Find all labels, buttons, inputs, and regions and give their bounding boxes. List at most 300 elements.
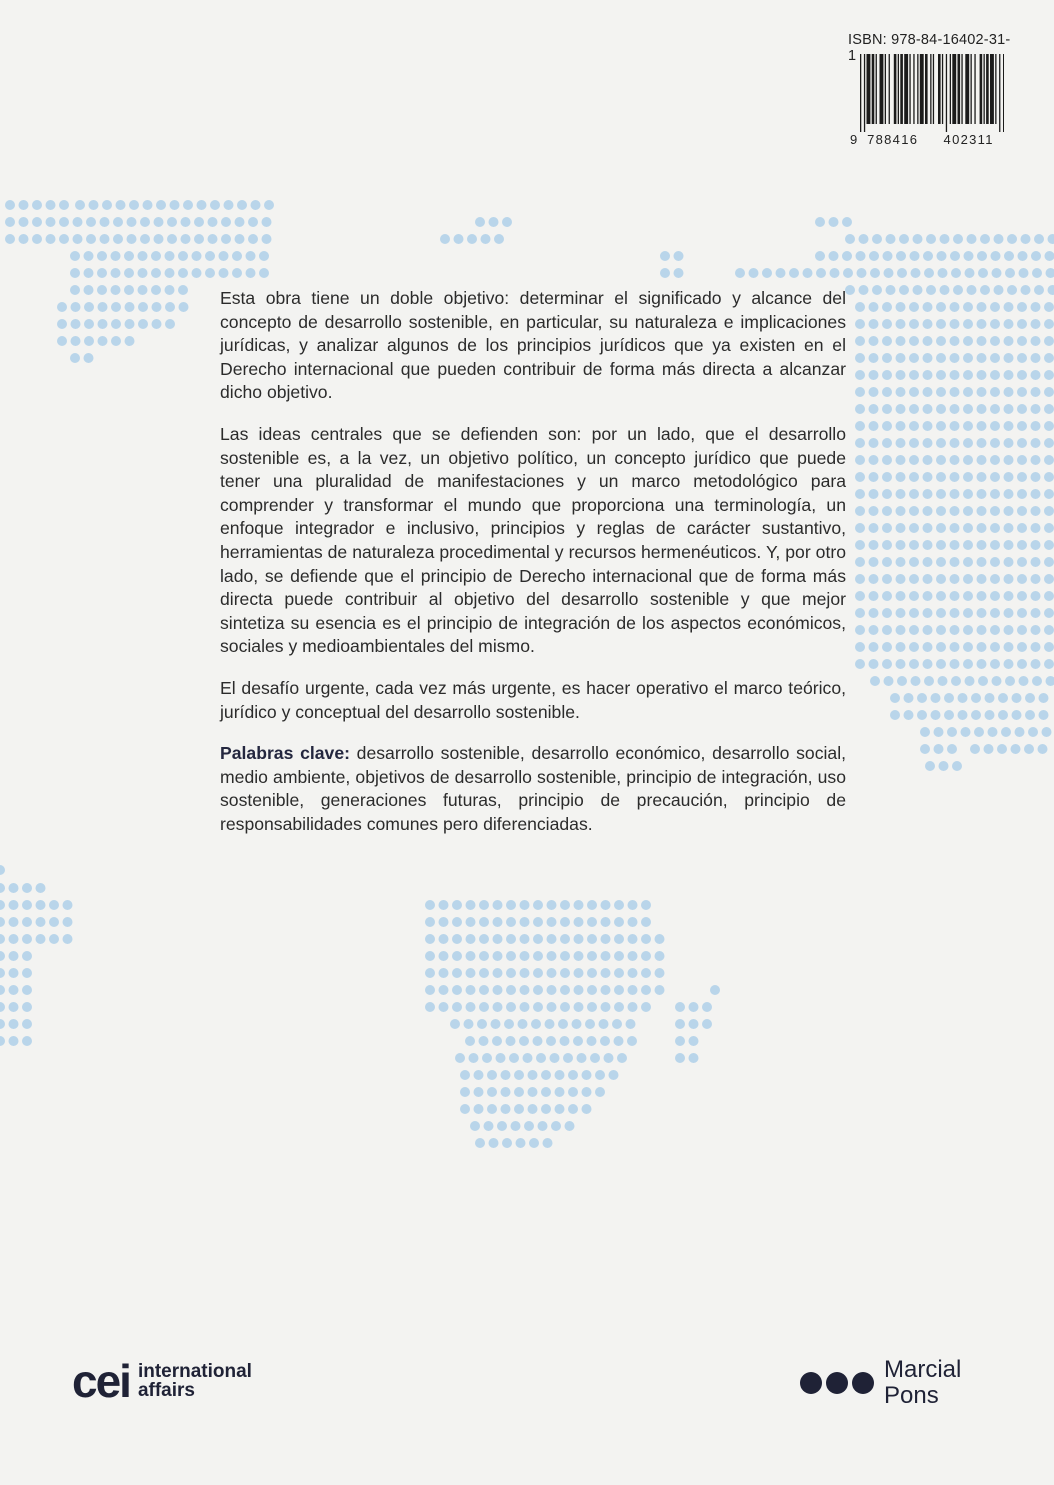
map-dot bbox=[1004, 523, 1014, 533]
map-dot bbox=[896, 302, 906, 312]
map-dot bbox=[46, 234, 56, 244]
map-dot bbox=[939, 761, 949, 771]
map-dot bbox=[154, 217, 164, 227]
map-dot bbox=[977, 319, 987, 329]
map-dot bbox=[896, 336, 906, 346]
map-dot bbox=[909, 302, 919, 312]
map-dot bbox=[262, 217, 272, 227]
map-dot bbox=[990, 540, 1000, 550]
map-dot bbox=[533, 934, 543, 944]
map-dot bbox=[1025, 710, 1035, 720]
map-dot bbox=[923, 404, 933, 414]
map-dot bbox=[882, 404, 892, 414]
map-dot bbox=[1031, 302, 1041, 312]
isbn-label: ISBN: 978-84-16402-31-1 bbox=[848, 32, 1011, 64]
map-dot bbox=[950, 319, 960, 329]
map-dot bbox=[845, 234, 855, 244]
map-dot bbox=[909, 336, 919, 346]
map-dot bbox=[452, 934, 462, 944]
map-dot bbox=[1044, 302, 1054, 312]
mp-dot-icon bbox=[826, 1372, 848, 1394]
map-dot bbox=[896, 659, 906, 669]
map-dot bbox=[1001, 727, 1011, 737]
map-dot bbox=[977, 472, 987, 482]
map-dot bbox=[869, 336, 879, 346]
map-dot bbox=[936, 353, 946, 363]
map-dot bbox=[601, 1002, 611, 1012]
map-dot bbox=[985, 710, 995, 720]
map-dot bbox=[886, 285, 896, 295]
map-dot bbox=[977, 659, 987, 669]
map-dot bbox=[601, 917, 611, 927]
map-dot bbox=[546, 1036, 556, 1046]
map-dot bbox=[855, 336, 865, 346]
map-dot bbox=[951, 268, 961, 278]
map-dot bbox=[479, 900, 489, 910]
keywords-label: Palabras clave: bbox=[220, 743, 350, 764]
map-dot bbox=[882, 574, 892, 584]
map-dot bbox=[931, 710, 941, 720]
map-dot bbox=[232, 251, 242, 261]
map-dot bbox=[1031, 506, 1041, 516]
map-dot bbox=[869, 574, 879, 584]
barcode-bar bbox=[876, 54, 877, 124]
map-dot bbox=[125, 302, 135, 312]
map-dot bbox=[545, 1019, 555, 1029]
map-dot bbox=[882, 557, 892, 567]
map-dot bbox=[909, 506, 919, 516]
map-dot bbox=[1046, 268, 1054, 278]
map-dot bbox=[73, 234, 83, 244]
map-dot bbox=[439, 985, 449, 995]
map-dot bbox=[869, 540, 879, 550]
map-dot bbox=[1048, 234, 1054, 244]
map-dot bbox=[909, 370, 919, 380]
map-dot bbox=[487, 1087, 497, 1097]
map-dot bbox=[896, 387, 906, 397]
map-dot bbox=[830, 268, 840, 278]
map-dot bbox=[896, 319, 906, 329]
barcode-bar bbox=[889, 54, 890, 124]
map-dot bbox=[614, 985, 624, 995]
map-dot bbox=[936, 387, 946, 397]
map-dot bbox=[181, 234, 191, 244]
map-dot bbox=[977, 336, 987, 346]
map-dot bbox=[479, 934, 489, 944]
map-dot bbox=[984, 744, 994, 754]
map-dot bbox=[936, 370, 946, 380]
map-dot bbox=[71, 319, 81, 329]
map-dot bbox=[628, 917, 638, 927]
map-dot bbox=[963, 387, 973, 397]
map-dot bbox=[235, 217, 245, 227]
map-dot bbox=[533, 968, 543, 978]
map-dot bbox=[36, 917, 46, 927]
map-dot bbox=[977, 302, 987, 312]
map-dot bbox=[111, 336, 121, 346]
map-dot bbox=[246, 268, 256, 278]
map-dot bbox=[855, 438, 865, 448]
map-dot bbox=[991, 251, 1001, 261]
keywords-text: desarrollo sostenible, desarrollo económico, desarrollo social, medio ambiente, objetivos de desarrollo sostenible, principio de integración, uso sostenible, generaciones futuras, principio de precaución, principio de responsabilidades comunes pero diferenciadas. bbox=[220, 743, 846, 834]
map-dot bbox=[71, 302, 81, 312]
map-dot bbox=[127, 234, 137, 244]
map-dot bbox=[5, 217, 15, 227]
map-dot bbox=[710, 985, 720, 995]
map-dot bbox=[152, 302, 162, 312]
map-dot bbox=[466, 985, 476, 995]
map-dot bbox=[259, 268, 269, 278]
map-dot bbox=[1004, 642, 1014, 652]
map-dot bbox=[1031, 574, 1041, 584]
map-dot bbox=[5, 234, 15, 244]
map-dot bbox=[425, 968, 435, 978]
map-dot bbox=[963, 506, 973, 516]
map-dot bbox=[0, 1002, 5, 1012]
map-dot bbox=[990, 455, 1000, 465]
map-dot bbox=[641, 900, 651, 910]
cei-logo-line-1: international bbox=[137, 1361, 252, 1382]
map-dot bbox=[909, 659, 919, 669]
map-dot bbox=[936, 336, 946, 346]
map-dot bbox=[1044, 489, 1054, 499]
map-dot bbox=[183, 200, 193, 210]
map-dot bbox=[1007, 285, 1017, 295]
barcode-bar bbox=[961, 54, 962, 124]
map-dot bbox=[950, 404, 960, 414]
map-dot bbox=[514, 1087, 524, 1097]
map-dot bbox=[49, 900, 59, 910]
map-dot bbox=[595, 1087, 605, 1097]
map-dot bbox=[1004, 608, 1014, 618]
map-dot bbox=[154, 234, 164, 244]
map-dot bbox=[1044, 319, 1054, 329]
map-dot bbox=[465, 1036, 475, 1046]
map-dot bbox=[1004, 506, 1014, 516]
map-dot bbox=[1031, 421, 1041, 431]
map-dot bbox=[1017, 574, 1027, 584]
map-dot bbox=[466, 1002, 476, 1012]
mp-logo-line-2: Pons bbox=[884, 1382, 939, 1409]
map-dot bbox=[934, 744, 944, 754]
map-dot bbox=[165, 285, 175, 295]
map-dot bbox=[1031, 438, 1041, 448]
map-dot bbox=[493, 968, 503, 978]
map-dot bbox=[1028, 727, 1038, 737]
map-dot bbox=[789, 268, 799, 278]
map-dot bbox=[493, 917, 503, 927]
map-dot bbox=[829, 217, 839, 227]
map-dot bbox=[492, 1036, 502, 1046]
map-dot bbox=[909, 557, 919, 567]
map-dot bbox=[181, 217, 191, 227]
map-dot bbox=[71, 336, 81, 346]
map-dot bbox=[977, 404, 987, 414]
map-dot bbox=[1044, 370, 1054, 380]
map-dot bbox=[965, 268, 975, 278]
map-dot bbox=[855, 455, 865, 465]
map-dot bbox=[0, 934, 5, 944]
map-dot bbox=[70, 285, 80, 295]
barcode-bar bbox=[980, 54, 983, 124]
map-dot bbox=[940, 285, 950, 295]
map-dot bbox=[923, 319, 933, 329]
map-dot bbox=[872, 285, 882, 295]
map-dot bbox=[855, 387, 865, 397]
map-dot bbox=[952, 761, 962, 771]
map-dot bbox=[205, 251, 215, 261]
map-dot bbox=[22, 1002, 32, 1012]
map-dot bbox=[938, 676, 948, 686]
cei-logo-mark: cei bbox=[72, 1355, 130, 1407]
map-dot bbox=[614, 951, 624, 961]
map-dot bbox=[950, 574, 960, 584]
map-dot bbox=[22, 900, 32, 910]
map-dot bbox=[590, 1053, 600, 1063]
map-dot bbox=[950, 370, 960, 380]
map-dot bbox=[628, 985, 638, 995]
map-dot bbox=[501, 1104, 511, 1114]
map-dot bbox=[528, 1087, 538, 1097]
map-dot bbox=[978, 268, 988, 278]
map-dot bbox=[1004, 421, 1014, 431]
map-dot bbox=[475, 1138, 485, 1148]
map-dot bbox=[1004, 625, 1014, 635]
map-dot bbox=[1044, 642, 1054, 652]
map-dot bbox=[0, 968, 5, 978]
map-dot bbox=[1044, 353, 1054, 363]
map-dot bbox=[73, 217, 83, 227]
map-dot bbox=[0, 1019, 5, 1029]
marcial-pons-dots-icon bbox=[800, 1372, 874, 1394]
map-dot bbox=[22, 968, 32, 978]
map-dot bbox=[735, 268, 745, 278]
map-dot bbox=[855, 421, 865, 431]
map-dot bbox=[520, 934, 530, 944]
map-dot bbox=[628, 1002, 638, 1012]
map-dot bbox=[923, 353, 933, 363]
map-dot bbox=[936, 591, 946, 601]
map-dot bbox=[547, 934, 557, 944]
map-dot bbox=[264, 200, 274, 210]
map-dot bbox=[998, 693, 1008, 703]
barcode-bar bbox=[971, 54, 972, 124]
map-dot bbox=[460, 1087, 470, 1097]
map-dot bbox=[1017, 353, 1027, 363]
map-dot bbox=[923, 625, 933, 635]
map-dot bbox=[439, 1002, 449, 1012]
map-dot bbox=[917, 693, 927, 703]
map-dot bbox=[63, 917, 73, 927]
map-dot bbox=[501, 1087, 511, 1097]
map-dot bbox=[776, 268, 786, 278]
map-dot bbox=[990, 659, 1000, 669]
map-dot bbox=[923, 370, 933, 380]
map-dot bbox=[178, 251, 188, 261]
map-dot bbox=[963, 302, 973, 312]
map-dot bbox=[543, 1138, 553, 1148]
barcode-bar bbox=[974, 54, 975, 124]
map-dot bbox=[86, 217, 96, 227]
map-dot bbox=[869, 438, 879, 448]
map-dot bbox=[237, 200, 247, 210]
map-dot bbox=[587, 1036, 597, 1046]
map-dot bbox=[489, 217, 499, 227]
map-dot bbox=[455, 1053, 465, 1063]
map-dot bbox=[897, 676, 907, 686]
map-dot bbox=[1046, 676, 1054, 686]
barcode-bar bbox=[1003, 54, 1004, 132]
map-dot bbox=[882, 540, 892, 550]
map-dot bbox=[111, 302, 121, 312]
barcode-bar bbox=[872, 54, 875, 124]
map-dot bbox=[869, 506, 879, 516]
map-dot bbox=[923, 251, 933, 261]
map-dot bbox=[493, 934, 503, 944]
map-dot bbox=[1005, 676, 1015, 686]
map-dot bbox=[913, 234, 923, 244]
map-dot bbox=[936, 625, 946, 635]
keywords-paragraph bbox=[220, 742, 846, 836]
map-dot bbox=[923, 540, 933, 550]
map-dot bbox=[129, 200, 139, 210]
map-dot bbox=[9, 934, 19, 944]
map-dot bbox=[1004, 557, 1014, 567]
map-dot bbox=[574, 968, 584, 978]
barcode-bar bbox=[864, 54, 865, 132]
map-dot bbox=[1044, 506, 1054, 516]
map-dot bbox=[520, 900, 530, 910]
map-dot bbox=[1017, 404, 1027, 414]
map-dot bbox=[977, 353, 987, 363]
map-dot bbox=[951, 676, 961, 686]
map-dot bbox=[940, 234, 950, 244]
map-dot bbox=[909, 591, 919, 601]
map-dot bbox=[156, 200, 166, 210]
map-dot bbox=[614, 900, 624, 910]
map-dot bbox=[843, 268, 853, 278]
map-dot bbox=[248, 234, 258, 244]
barcode-bar bbox=[990, 54, 994, 124]
map-dot bbox=[950, 625, 960, 635]
barcode-bar bbox=[950, 54, 951, 124]
map-dot bbox=[896, 251, 906, 261]
cei-international-affairs-logo bbox=[72, 1355, 252, 1407]
map-dot bbox=[869, 642, 879, 652]
map-dot bbox=[997, 744, 1007, 754]
map-dot bbox=[125, 319, 135, 329]
map-dot bbox=[990, 506, 1000, 516]
map-dot bbox=[1031, 251, 1041, 261]
map-dot bbox=[528, 1070, 538, 1080]
map-dot bbox=[425, 951, 435, 961]
map-dot bbox=[977, 506, 987, 516]
map-dot bbox=[551, 1121, 561, 1131]
map-dot bbox=[869, 591, 879, 601]
map-dot bbox=[22, 1036, 32, 1046]
marcial-pons-logo bbox=[800, 1357, 961, 1409]
map-dot bbox=[474, 1070, 484, 1080]
map-dot bbox=[514, 1104, 524, 1114]
map-dot bbox=[909, 438, 919, 448]
map-dot bbox=[938, 268, 948, 278]
map-dot bbox=[923, 489, 933, 499]
map-dot bbox=[502, 1138, 512, 1148]
map-dot bbox=[140, 217, 150, 227]
map-dot bbox=[1044, 625, 1054, 635]
map-dot bbox=[235, 234, 245, 244]
map-dot bbox=[560, 1036, 570, 1046]
barcode-bar bbox=[913, 54, 914, 124]
map-dot bbox=[57, 336, 67, 346]
map-dot bbox=[882, 353, 892, 363]
map-dot bbox=[628, 968, 638, 978]
map-dot bbox=[140, 234, 150, 244]
barcode-bar bbox=[880, 54, 884, 124]
blurb-paragraph-3: El desafío urgente, cada vez más urgente, es hacer operativo el marco teórico, jurídico y conceptual del desarrollo sostenible. bbox=[220, 677, 846, 722]
map-dot bbox=[178, 268, 188, 278]
map-dot bbox=[1031, 540, 1041, 550]
map-dot bbox=[516, 1138, 526, 1148]
map-dot bbox=[1019, 268, 1029, 278]
map-dot bbox=[855, 608, 865, 618]
map-dot bbox=[965, 676, 975, 686]
map-dot bbox=[641, 934, 651, 944]
map-dot bbox=[601, 934, 611, 944]
map-dot bbox=[882, 489, 892, 499]
map-dot bbox=[70, 268, 80, 278]
map-dot bbox=[855, 353, 865, 363]
map-dot bbox=[628, 951, 638, 961]
map-dot bbox=[22, 883, 32, 893]
map-dot bbox=[506, 934, 516, 944]
map-dot bbox=[970, 744, 980, 754]
map-dot bbox=[1004, 540, 1014, 550]
map-dot bbox=[1017, 625, 1027, 635]
map-dot bbox=[994, 285, 1004, 295]
map-dot bbox=[977, 574, 987, 584]
map-dot bbox=[963, 319, 973, 329]
map-dot bbox=[641, 1002, 651, 1012]
map-dot bbox=[84, 268, 94, 278]
map-dot bbox=[560, 934, 570, 944]
map-dot bbox=[845, 285, 855, 295]
map-dot bbox=[842, 217, 852, 227]
map-dot bbox=[641, 917, 651, 927]
map-dot bbox=[896, 540, 906, 550]
map-dot bbox=[469, 1053, 479, 1063]
barcode-bar bbox=[920, 54, 924, 124]
map-dot bbox=[963, 370, 973, 380]
map-dot bbox=[869, 251, 879, 261]
map-dot bbox=[964, 251, 974, 261]
map-dot bbox=[1017, 540, 1027, 550]
map-dot bbox=[63, 934, 73, 944]
map-dot bbox=[425, 900, 435, 910]
map-dot bbox=[998, 710, 1008, 720]
map-dot bbox=[520, 917, 530, 927]
mp-dot-icon bbox=[800, 1372, 822, 1394]
map-dot bbox=[990, 336, 1000, 346]
map-dot bbox=[1031, 455, 1041, 465]
map-dot bbox=[479, 1002, 489, 1012]
map-dot bbox=[439, 900, 449, 910]
map-dot bbox=[977, 489, 987, 499]
map-dot bbox=[75, 200, 85, 210]
map-dot bbox=[475, 217, 485, 227]
map-dot bbox=[950, 642, 960, 652]
map-dot bbox=[582, 1104, 592, 1114]
